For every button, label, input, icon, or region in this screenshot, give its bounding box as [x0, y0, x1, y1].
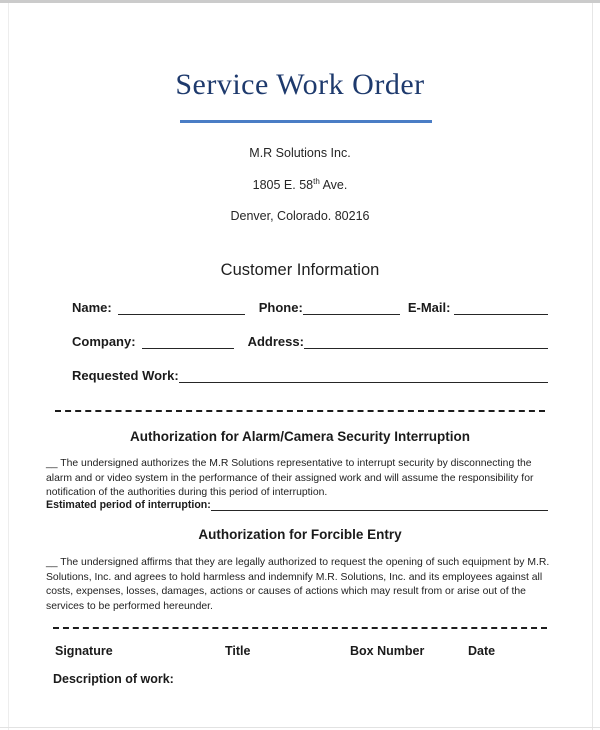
phone-fill-line [303, 304, 400, 315]
forcible-entry-paragraph: __ The undersigned affirms that they are legally authorized to request the opening of such equipment by M.R. Solutions, Inc. and agrees to hold harmless and indemnify M.R. Solutions, Inc. and its employees against all costs, expenses, losses, damages, actions or causes of actions which may result from or arise out of the services to be performed hereunder. [46, 557, 550, 612]
page-edge-right [592, 3, 593, 730]
alarm-authorization-heading: Authorization for Alarm/Camera Security Interruption [129, 429, 471, 444]
page-edge-top [0, 0, 600, 3]
address-label: Address: [247, 334, 304, 349]
company-city-address: Denver, Colorado. 80216 [230, 209, 370, 223]
email-label: E-Mail: [407, 300, 451, 315]
email-fill-line [454, 304, 548, 315]
section-divider-dashed [55, 410, 545, 412]
estimated-period-label: Estimated period of interruption: [46, 499, 211, 511]
requested-work-label: Requested Work: [72, 368, 179, 383]
address-fill-line [304, 338, 548, 349]
alarm-authorization-paragraph: __ The undersigned authorizes the M.R Solutions representative to interrupt security by disconnecting the alarm and or video system in the performance of their assigned work and will assume the responsibility for notification of the authorities during this period of interruption. [46, 458, 534, 498]
company-name: M.R Solutions Inc. [249, 146, 351, 160]
phone-label: Phone: [258, 300, 303, 315]
forcible-entry-heading: Authorization for Forcible Entry [198, 527, 402, 542]
street-address-text: 1805 E. 58 [252, 178, 314, 193]
customer-row-company-address [72, 334, 548, 349]
page-edge-left [8, 3, 9, 730]
description-of-work-label: Description of work: [53, 672, 174, 686]
street-address-ordinal: th [313, 177, 320, 186]
date-label: Date [468, 644, 496, 658]
signature-label: Signature [55, 644, 113, 658]
estimated-period-row [46, 499, 548, 511]
company-street-address [0, 177, 600, 192]
name-fill-line [118, 304, 245, 315]
box-number-label: Box Number [350, 644, 425, 658]
title-underline [180, 120, 432, 123]
title-label: Title [225, 644, 251, 658]
company-fill-line [142, 338, 234, 349]
page-edge-bottom [0, 727, 600, 728]
page-title: Service Work Order [175, 68, 425, 101]
street-address-suffix: Ave. [319, 178, 348, 193]
company-label: Company: [72, 334, 136, 349]
name-label: Name: [72, 300, 112, 315]
estimated-period-fill-line [211, 502, 548, 511]
customer-row-requested-work [72, 368, 548, 383]
customer-row-name-phone-email [72, 300, 548, 315]
customer-information-heading: Customer Information [220, 261, 380, 279]
requested-work-fill-line [179, 372, 548, 383]
signature-divider-dashed [53, 627, 547, 629]
